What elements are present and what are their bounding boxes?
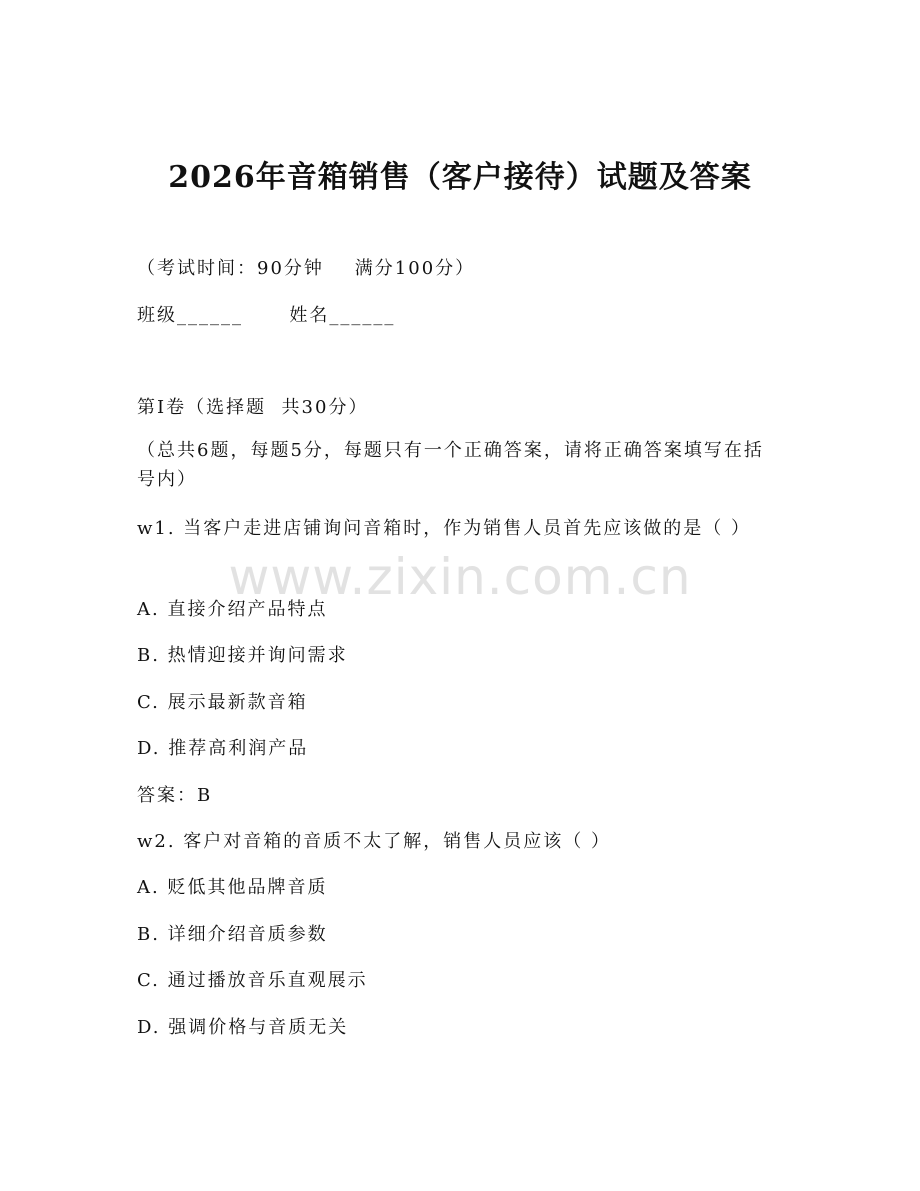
class-name-line: 班级______ 姓名______ (137, 305, 396, 326)
question-2-option-d: D. 强调价格与音质无关 (137, 1017, 349, 1038)
question-2-option-a: A. 贬低其他品牌音质 (137, 877, 328, 898)
question-1-answer: 答案：B (137, 785, 213, 806)
question-1-option-d: D. 推荐高利润产品 (137, 738, 309, 759)
section-heading: 第Ⅰ卷（选择题 共30分） (137, 397, 369, 418)
question-2-option-b: B. 详细介绍音质参数 (137, 924, 328, 945)
question-2-option-c: C. 通过播放音乐直观展示 (137, 970, 368, 991)
watermark: www.zixin.com.cn (228, 548, 692, 606)
document-title: 2026年音箱销售（客户接待）试题及答案 (168, 160, 752, 195)
question-2-stem: w2. 客户对音箱的音质不太了解，销售人员应该（ ） (137, 831, 612, 852)
exam-info: （考试时间：90分钟 满分100分） (137, 258, 476, 279)
section-instructions: （总共6题，每题5分，每题只有一个正确答案，请将正确答案填写在括号内） (137, 440, 764, 490)
question-1-option-a: A. 直接介绍产品特点 (137, 599, 328, 620)
question-1-stem: w1. 当客户走进店铺询问音箱时，作为销售人员首先应该做的是（ ） (137, 518, 752, 539)
question-1-option-c: C. 展示最新款音箱 (137, 692, 308, 713)
question-1-option-b: B. 热情迎接并询问需求 (137, 645, 348, 666)
